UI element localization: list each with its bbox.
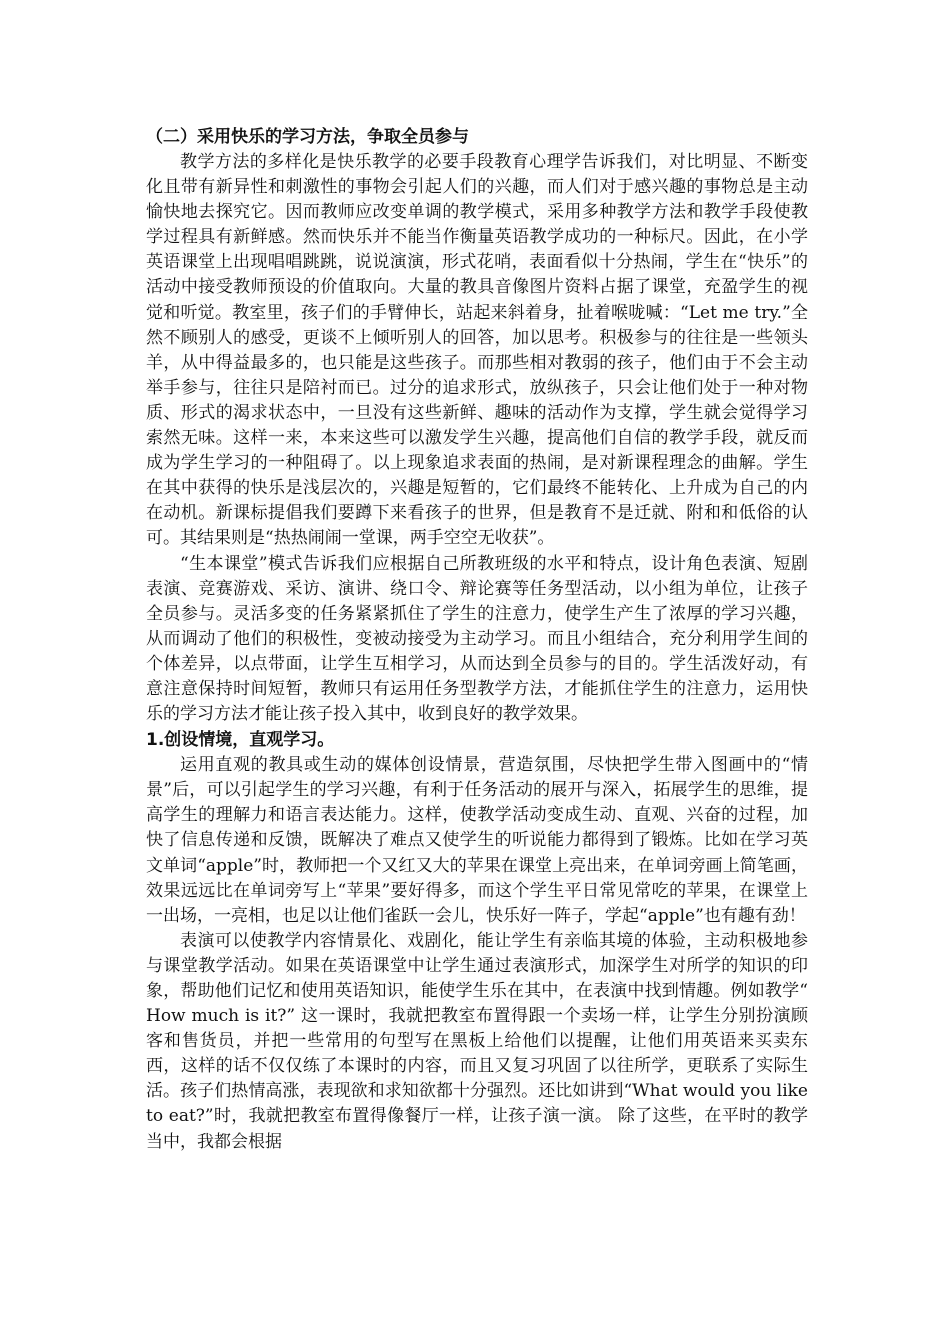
body-paragraph: “生本课堂”模式告诉我们应根据自己所教班级的水平和特点，设计角色表演、短剧表演、竞赛游戏、采访、演讲、绕口令、辩论赛等任务型活动，以小组为单位，让孩子全员参与。灵活多变的任务紧紧抓住了学生的注意力，使学生产生了浓厚的学习兴趣，从而调动了他们的积极性，变被动接受为主动学习。而且小组结合，充分利用学生间的个体差异，以点带面，让学生互相学习，从而达到全员参与的目的。学生活泼好动，有意注意保持时间短暂，教师只有运用任务型教学方法，才能抓住学生的注意力，运用快乐的学习方法才能让孩子投入其中，收到良好的教学效果。 <box>146 553 808 725</box>
section-heading: （二）采用快乐的学习方法，争取全员参与 <box>146 127 469 147</box>
subsection-heading: 1.创设情境，直观学习。 <box>146 730 335 751</box>
body-paragraph: 表演可以使教学内容情景化、戏剧化，能让学生有亲临其境的体验，主动积极地参与课堂教学活动。如果在英语课堂中让学生通过表演形式，加深学生对所学的知识的印象，帮助他们记忆和使用英语知识，能使学生乐在其中，在表演中找到情趣。例如教学“ How much is it?” 这一课时，我就把教室布置得跟一个卖场一样，让学生分别扮演顾客和售货员，并把一些常用的句型写在黑板上给他们以提醒，让他们用英语来买卖东西，这样的话不仅仅练了本课时的内容，而且又复习巩固了以往所学，更联系了实际生活。孩子们热情高涨，表现欲和求知欲都十分强烈。还比如讲到“What would you like to eat?”时，我就把教室布置得像餐厅一样，让孩子演一演。 除了这些，在平时的教学当中，我都会根据 <box>146 930 808 1152</box>
body-paragraph: 运用直观的教具或生动的媒体创设情景，营造氛围，尽快把学生带入图画中的“情景”后，可以引起学生的学习兴趣，有利于任务活动的展开与深入，拓展学生的思维，提高学生的理解力和语言表达能力。这样，使教学活动变成生动、直观、兴奋的过程，加快了信息传递和反馈，既解决了难点又使学生的听说能力都得到了锻炼。比如在学习英文单词“apple”时，教师把一个又红又大的苹果在课堂上亮出来，在单词旁画上简笔画，效果远远比在单词旁写上“苹果”要好得多，而这个学生平日常见常吃的苹果，在课堂上一出场，一亮相，也足以让他们雀跃一会儿，快乐好一阵子，学起“apple”也有趣有劲！ <box>146 755 808 926</box>
document-page <box>146 124 808 1155</box>
body-paragraph: 教学方法的多样化是快乐教学的必要手段教育心理学告诉我们，对比明显、不断变化且带有新异性和刺激性的事物会引起人们的兴趣，而人们对于感兴趣的事物总是主动愉快地去探究它。因而教师应改变单调的教学模式，采用多种教学方法和教学手段使教学过程具有新鲜感。然而快乐并不能当作衡量英语教学成功的一种标尺。因此，在小学英语课堂上出现唱唱跳跳，说说演演，形式花哨，表面看似十分热闹，学生在“快乐”的活动中接受教师预设的价值取向。大量的教具音像图片资料占据了课堂，充盈学生的视觉和听觉。教室里，孩子们的手臂伸长，站起来斜着身，扯着喉咙喊：“Let me try.”全然不顾别人的感受，更谈不上倾听别人的回答，加以思考。积极参与的往往是一些领头羊，从中得益最多的，也只能是这些孩子。而那些相对教弱的孩子，他们由于不会主动举手参与，往往只是陪衬而已。过分的追求形式，放纵孩子，只会让他们处于一种对物质、形式的渴求状态中，一旦没有这些新鲜、趣味的活动作为支撑，学生就会觉得学习索然无味。这样一来，本来这些可以激发学生兴趣，提高他们自信的教学手段，就反而成为学生学习的一种阻碍了。以上现象追求表面的热闹，是对新课程理念的曲解。学生在其中获得的快乐是浅层次的，兴趣是短暂的，它们最终不能转化、上升成为自己的内在动机。新课标提倡我们要蹲下来看孩子的世界，但是教育不是迁就、附和和低俗的认可。其结果则是“热热闹闹一堂课，两手空空无收获”。 <box>146 152 808 549</box>
